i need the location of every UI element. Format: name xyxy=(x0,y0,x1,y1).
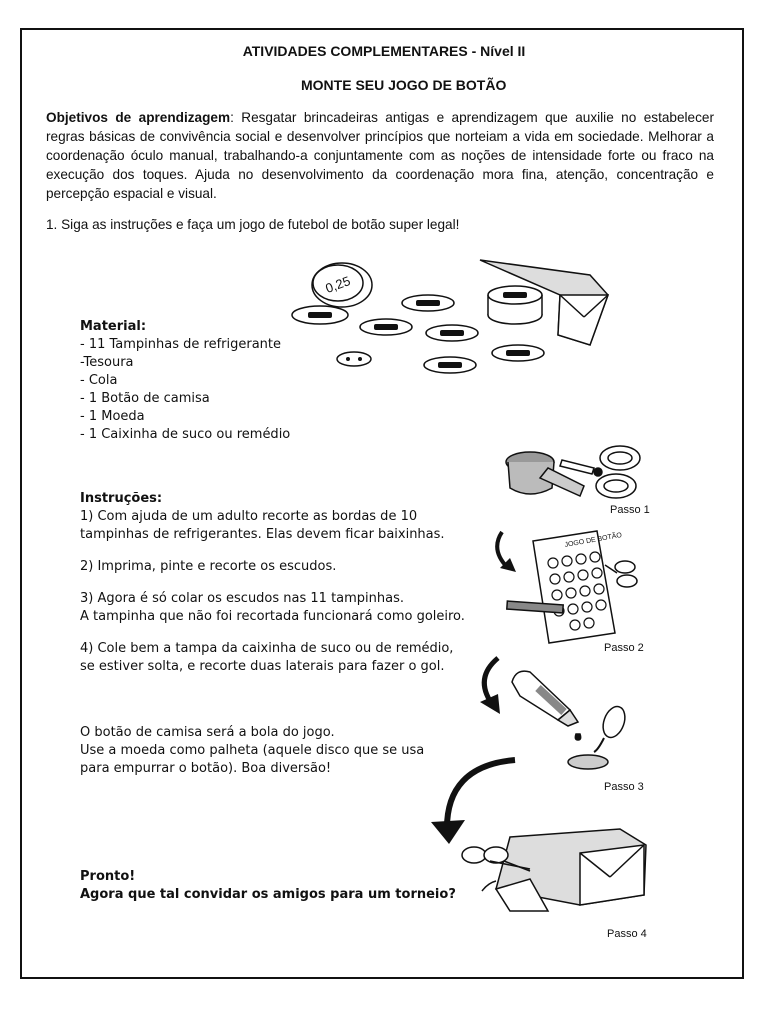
instruction-line: 4) Cole bem a tampa da caixinha de suco ou de remédio, xyxy=(80,641,454,656)
material-item: - 11 Tampinhas de refrigerante xyxy=(80,337,281,352)
objectives-label: Objetivos de aprendizagem xyxy=(46,110,231,125)
material-item: - Cola xyxy=(80,373,118,388)
instruction-line: se estiver solta, e recorte duas laterais para fazer o gol. xyxy=(80,659,445,674)
passo-3-label: Passo 3 xyxy=(604,781,644,793)
material-item: - 1 Botão de camisa xyxy=(80,391,210,406)
material-item: - 1 Caixinha de suco ou remédio xyxy=(80,427,291,442)
step-4-illustration xyxy=(460,825,650,920)
material-item: - 1 Moeda xyxy=(80,409,145,424)
closing-line-2: Agora que tal convidar os amigos para um torneio? xyxy=(80,887,456,902)
page-subtitle: MONTE SEU JOGO DE BOTÃO xyxy=(301,77,507,93)
instruction-step xyxy=(80,508,465,544)
instruction-line: tampinhas de refrigerantes. Elas devem ficar baixinhas. xyxy=(80,527,445,542)
material-item: -Tesoura xyxy=(80,355,134,370)
material-heading: Material: xyxy=(80,319,147,334)
final-note-line: O botão de camisa será a bola do jogo. xyxy=(80,725,335,740)
closing-text xyxy=(80,868,456,904)
final-note-line: para empurrar o botão). Boa diversão! xyxy=(80,761,332,776)
step-2-illustration xyxy=(505,525,645,650)
passo-2-label: Passo 2 xyxy=(604,642,644,654)
instructions-heading: Instruções: xyxy=(80,491,163,506)
page-title: ATIVIDADES COMPLEMENTARES - Nível II xyxy=(242,43,526,59)
instruction-step xyxy=(80,590,465,626)
closing-line-1: Pronto! xyxy=(80,869,136,884)
instruction-step xyxy=(80,640,465,676)
materials-illustration xyxy=(290,255,610,385)
final-note xyxy=(80,724,424,778)
instructions xyxy=(80,490,465,690)
instruction-line: 2) Imprima, pinte e recorte os escudos. xyxy=(80,559,337,574)
final-note-line: Use a moeda como palheta (aquele disco que se usa xyxy=(80,743,425,758)
step-1-illustration xyxy=(500,438,650,513)
instruction-step xyxy=(80,558,465,576)
coin-label: 0,25 xyxy=(323,273,353,296)
passo-4-label: Passo 4 xyxy=(607,928,647,940)
passo-1-label: Passo 1 xyxy=(610,504,650,516)
instruction-line: A tampinha que não foi recortada funcionará como goleiro. xyxy=(80,609,465,624)
objectives-paragraph xyxy=(46,108,714,203)
sheet-title: JOGO DE BOTÃO xyxy=(564,532,623,549)
step-3-illustration xyxy=(508,664,638,774)
instruction-line: 1) Com ajuda de um adulto recorte as bordas de 10 xyxy=(80,509,418,524)
material-list xyxy=(80,318,290,444)
objectives-text: : Resgatar brincadeiras antigas e aprendizagem que auxilie no estabelecer regras básicas de convivência social e desenvolver princípios que norteiam a vida em sociedade. Melhorar a coordenação óculo manual, trabalhando-a conjuntamente com as noções de intensidade forte ou fraco na execução dos toques. Ajuda no desenvolvimento da coordenação mora fina, atenção, concentração e percepção espacial e visual. xyxy=(46,110,715,201)
instruction-line: 3) Agora é só colar os escudos nas 11 tampinhas. xyxy=(80,591,405,606)
step-1-text: 1. Siga as instruções e faça um jogo de futebol de botão super legal! xyxy=(46,217,460,232)
